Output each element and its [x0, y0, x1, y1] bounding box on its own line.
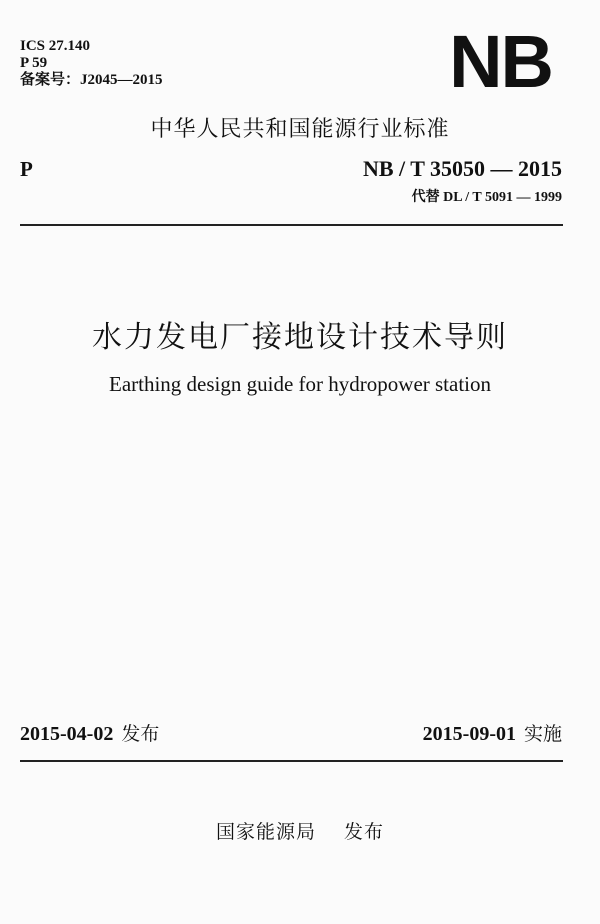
- issuer-name: 国家能源局: [215, 821, 316, 843]
- category-letter: P: [20, 157, 33, 181]
- document-title-english: Earthing design guide for hydropower station: [109, 372, 491, 396]
- bottom-divider: [20, 760, 563, 762]
- issuer-label: 发布: [344, 821, 385, 843]
- nb-logo: NB: [449, 20, 552, 103]
- implement-date-line: [423, 719, 562, 746]
- industry-standard-title: 中华人民共和国能源行业标准: [150, 117, 450, 142]
- category-code: P 59: [20, 55, 48, 71]
- standard-number: NB / T 35050 — 2015: [362, 156, 562, 181]
- implement-label: 实施: [523, 723, 562, 745]
- implement-date: 2015-09-01: [422, 723, 516, 745]
- publish-date: 2015-04-02: [20, 723, 114, 745]
- document-title-chinese: 水力发电厂接地设计技术导则: [92, 320, 508, 355]
- publish-label: 发布: [121, 723, 160, 745]
- replaces-standard: 代替 DL / T 5091 — 1999: [411, 190, 562, 205]
- issuer-line: [0, 817, 600, 844]
- record-number: 备案号：J2045—2015: [20, 72, 163, 88]
- ics-code: ICS 27.140: [20, 38, 91, 54]
- top-divider: [20, 224, 563, 226]
- publish-date-line: [20, 719, 159, 746]
